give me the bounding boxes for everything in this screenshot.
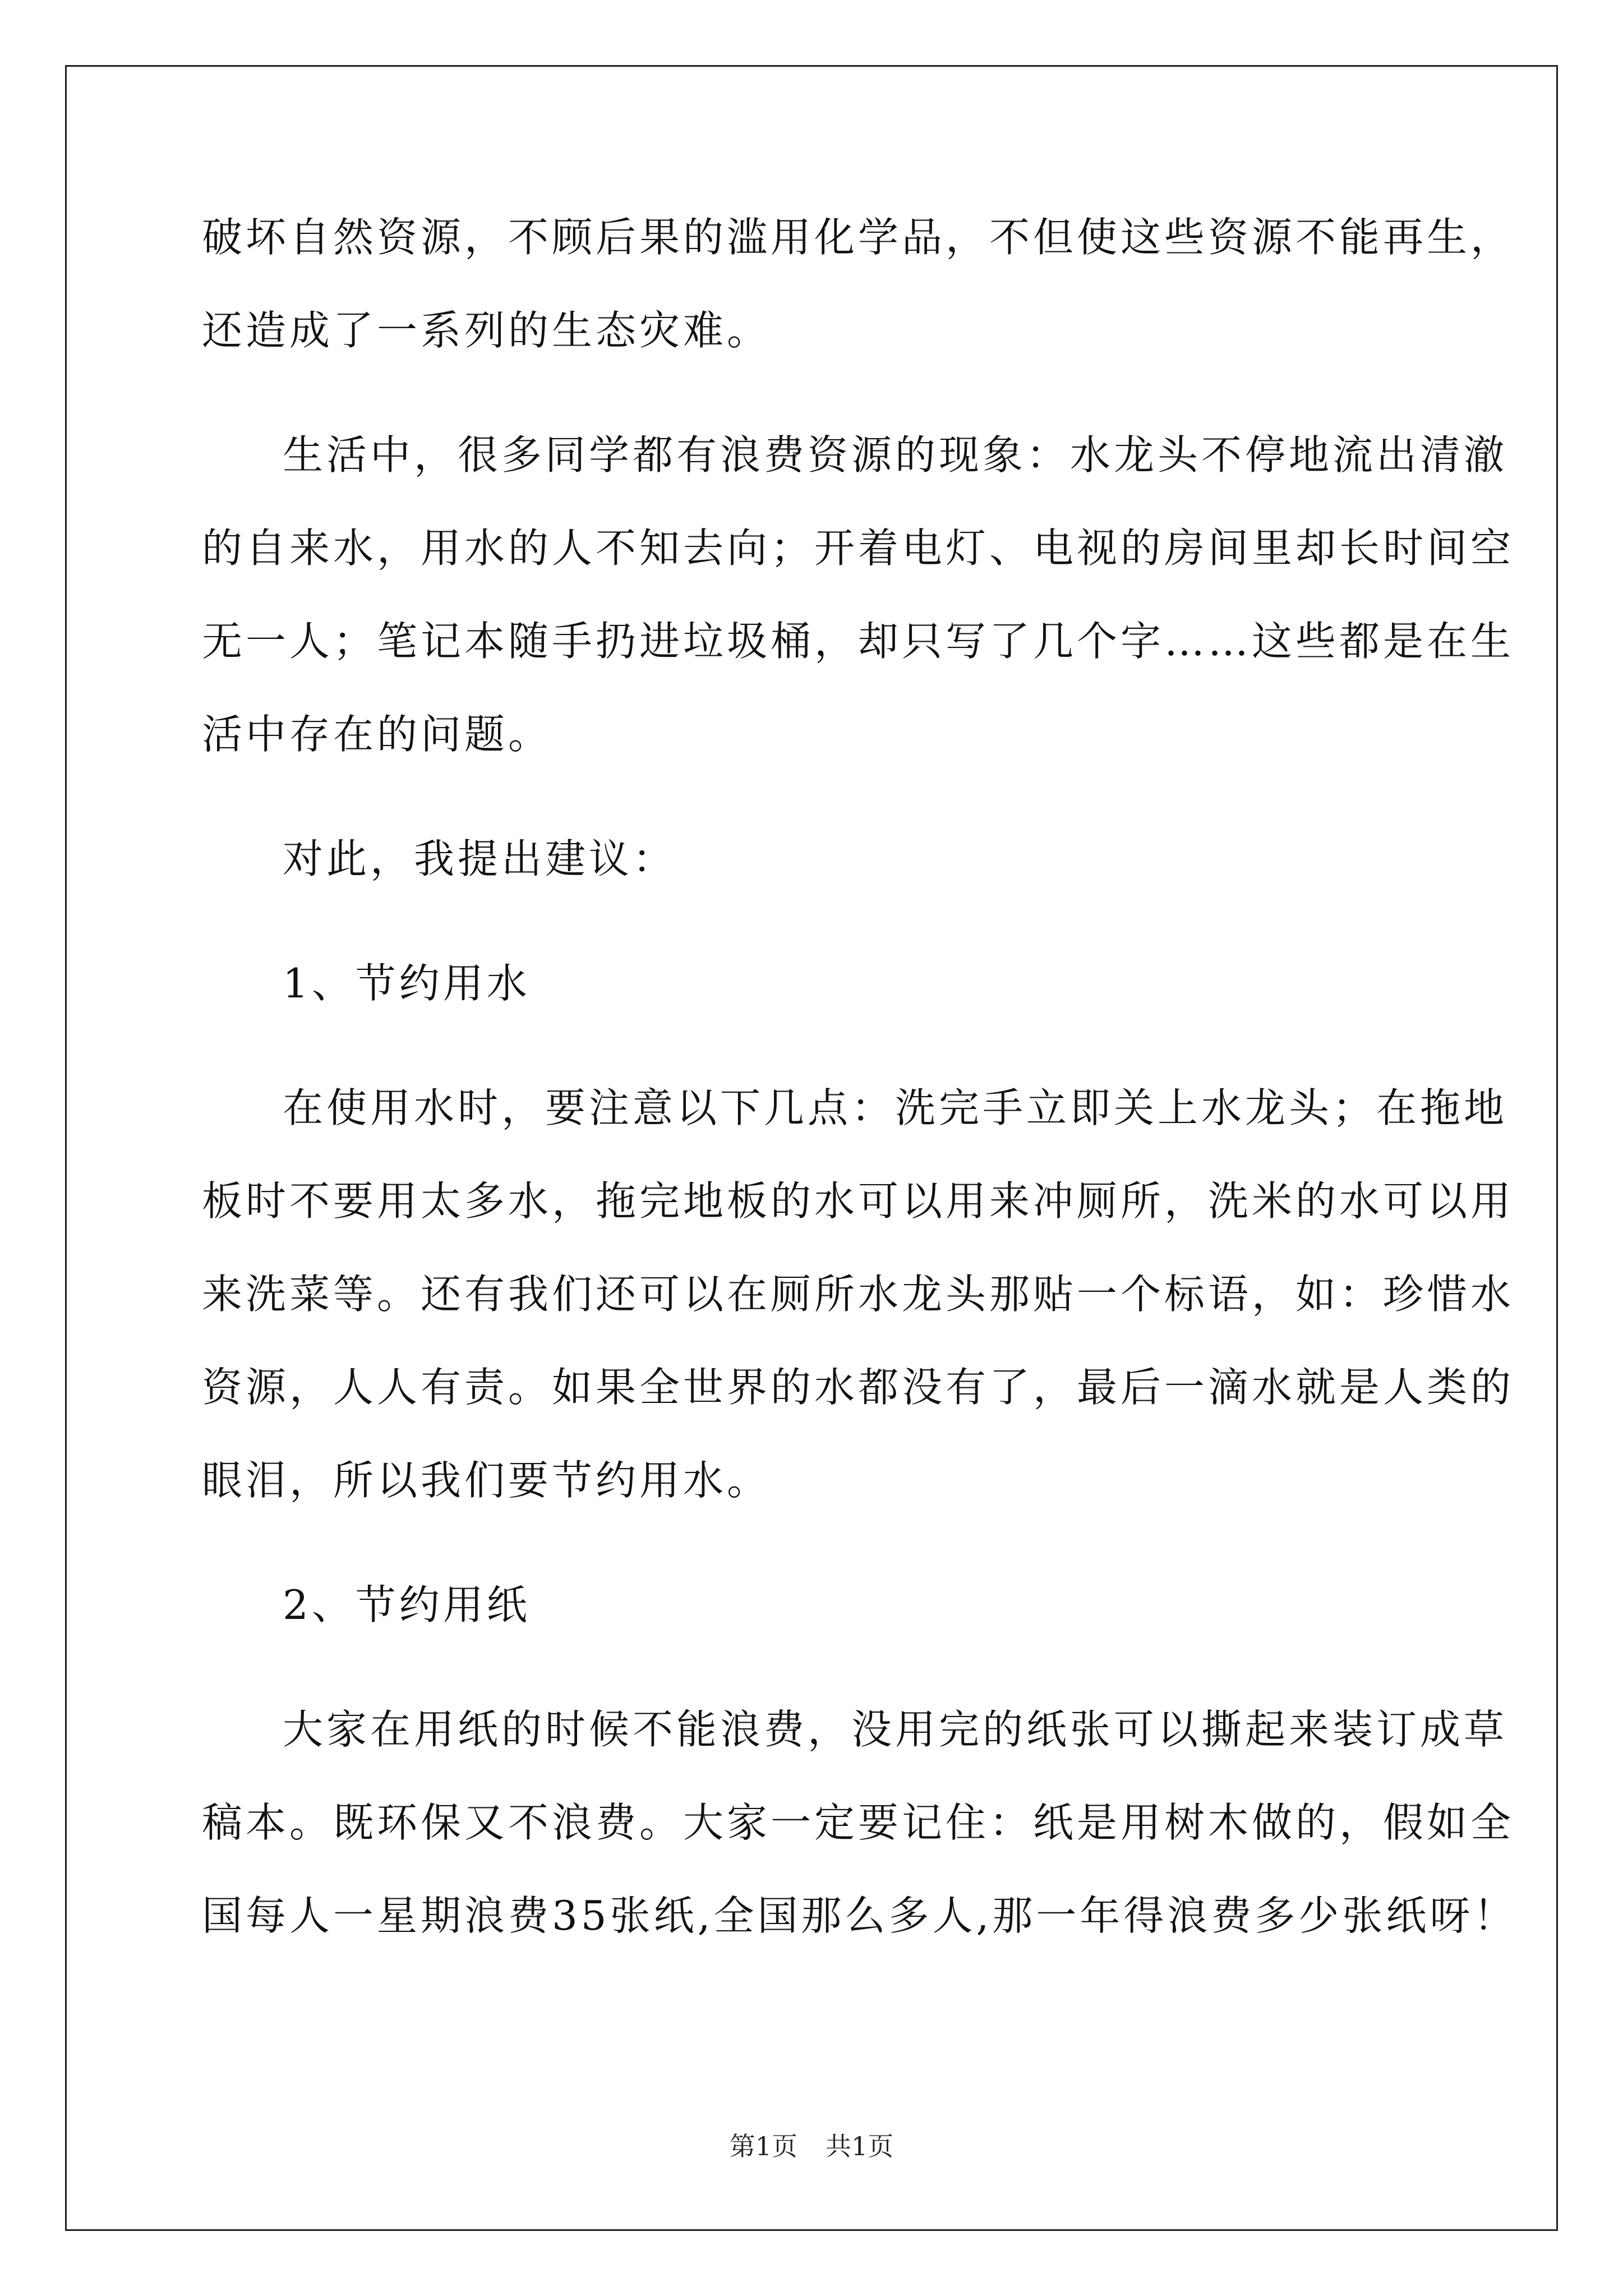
page-total: 共1页 [826, 2131, 894, 2161]
paragraph-4-line-1: 在使用水时，要注意以下几点：洗完手立即关上水龙头；在拖地 [283, 1084, 1508, 1131]
paragraph-5-line-3: 国每人一星期浪费35张纸,全国那么多人,那一年得浪费多少张纸呀！ [202, 1892, 1518, 1939]
page-footer [0, 2126, 1623, 2163]
paragraph-2-line-3: 无一人；笔记本随手扔进垃圾桶，却只写了几个字……这些都是在生 [202, 618, 1515, 665]
paragraph-5-line-2: 稿本。既环保又不浪费。大家一定要记住：纸是用树木做的，假如全 [202, 1799, 1515, 1846]
paragraph-4-line-4: 资源，人人有责。如果全世界的水都没有了，最后一滴水就是人类的 [202, 1364, 1515, 1411]
page-number: 第1页 [729, 2131, 797, 2161]
paragraph-4-line-5: 眼泪，所以我们要节约用水。 [202, 1457, 771, 1504]
paragraph-2-line-1: 生活中，很多同学都有浪费资源的现象：水龙头不停地流出清澈 [283, 431, 1508, 478]
paragraph-1-line-1: 破坏自然资源，不顾后果的滥用化学品，不但使这些资源不能再生， [202, 214, 1515, 261]
paragraph-4-line-2: 板时不要用太多水，拖完地板的水可以用来冲厕所，洗米的水可以用 [202, 1177, 1515, 1225]
heading-save-paper: 2、节约用纸 [283, 1581, 531, 1628]
paragraph-4-line-3: 来洗菜等。还有我们还可以在厕所水龙头那贴一个标语，如：珍惜水 [202, 1271, 1515, 1318]
heading-save-water: 1、节约用水 [283, 960, 531, 1007]
paragraph-1-line-2: 还造成了一系列的生态灾难。 [202, 307, 771, 354]
paragraph-2-line-2: 的自来水，用水的人不知去向；开着电灯、电视的房间里却长时间空 [202, 524, 1515, 572]
paragraph-5-line-1: 大家在用纸的时候不能浪费，没用完的纸张可以撕起来装订成草 [283, 1706, 1508, 1753]
paragraph-3-line-1: 对此，我提出建议： [283, 835, 677, 882]
paragraph-2-line-4: 活中存在的问题。 [202, 711, 552, 758]
